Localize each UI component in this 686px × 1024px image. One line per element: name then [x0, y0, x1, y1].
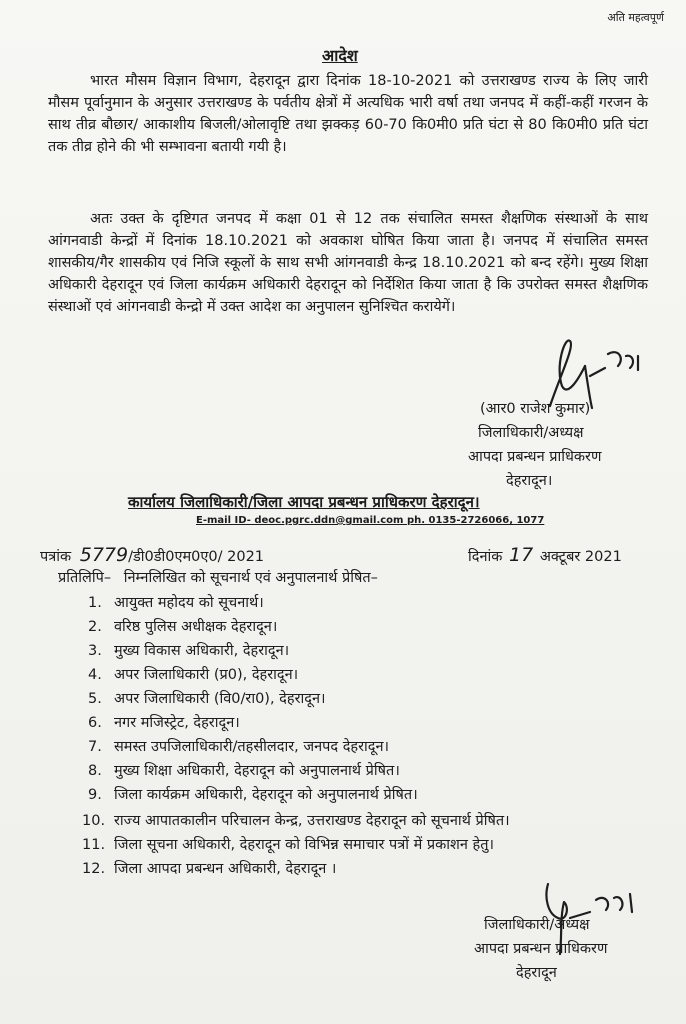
- copy-intro: [58, 567, 378, 587]
- date-label: दिनांक: [468, 549, 503, 565]
- copy-intro-label: प्रतिलिपि–: [58, 570, 112, 586]
- office-contact: E-mail ID- deoc.pgrc.ddn@gmail.com ph. 0135-2726066, 1077: [196, 515, 545, 526]
- copy-intro-text: निम्नलिखित को सूचनार्थ एवं अनुपालनार्थ प्रेषित–: [123, 570, 378, 586]
- signatory-2-place: देहरादून: [516, 965, 557, 981]
- list-item: 10. राज्य आपातकालीन परिचालन केन्द्र, उत्तराखण्ड देहरादून को सूचनार्थ प्रेषित।: [82, 813, 510, 829]
- list-item: 5. अपर जिलाधिकारी (वि0/रा0), देहरादून।: [88, 691, 326, 707]
- list-item: 7. समस्त उपजिलाधिकारी/तहसीलदार, जनपद देहरादून।: [88, 739, 390, 755]
- list-item: 8. मुख्य शिक्षा अधिकारी, देहरादून को अनुपालनार्थ प्रेषित।: [88, 763, 400, 779]
- list-item: 1. आयुक्त महोदय को सूचनार्थ।: [88, 595, 264, 611]
- priority-marking: अति महत्वपूर्ण: [607, 11, 664, 24]
- signatory-2-designation: जिलाधिकारी/अध्यक्ष: [484, 917, 590, 933]
- list-item: 6. नगर मजिस्ट्रेट, देहरादून।: [88, 715, 240, 731]
- list-item: 3. मुख्य विकास अधिकारी, देहरादून।: [88, 643, 290, 659]
- signatory-1-place: देहरादून।: [506, 473, 553, 489]
- office-heading: कार्यालय जिलाधिकारी/जिला आपदा प्रबन्धन प्राधिकरण देहरादून।: [128, 493, 480, 511]
- order-paragraph-2: अतः उक्त के दृष्टिगत जनपद में कक्षा 01 से 12 तक संचालित समस्त शैक्षणिक संस्थाओं के साथ आंगनवाडी केन्द्रों में दिनांक 18.10.2021 को अवकाश घोषित किया जाता है। जनपद में संचालित समस्त शासकीय/गैर शासकीय एवं निजि स्कूलों के साथ सभी आंगनवाडी केन्द्र 18.10.2021 को बन्द रहेंगे। मुख्य शिक्षा अधिकारी देहरादून एवं जिला कार्यक्रम अधिकारी देहरादून को निर्देशित किया जाता है कि उपरोक्त समस्त शैक्षणिक संस्थाओं एवं आंगनवाडी केन्द्रो में उक्त आदेश का अनुपालन सुनिश्चित करायेगें।: [48, 211, 648, 315]
- date-month-year: अक्टूबर 2021: [539, 549, 622, 565]
- reference-line: [40, 544, 264, 566]
- reference-label: पत्रांक: [40, 549, 72, 565]
- page-title: आदेश: [322, 46, 358, 65]
- list-item: 4. अपर जिलाधिकारी (प्र0), देहरादून।: [88, 667, 299, 683]
- list-item: 2. वरिष्ठ पुलिस अधीक्षक देहरादून।: [88, 619, 278, 635]
- signatory-2-authority: आपदा प्रबन्धन प्राधिकरण: [474, 941, 608, 957]
- date-day: 17: [509, 544, 534, 566]
- list-item: 9. जिला कार्यक्रम अधिकारी, देहरादून को अनुपालनार्थ प्रेषित।: [88, 787, 418, 803]
- list-item: 12. जिला आपदा प्रबन्धन अधिकारी, देहरादून ।: [82, 861, 337, 877]
- signatory-1-name: (आर0 राजेश कुमार): [480, 401, 591, 417]
- reference-suffix: /डी0डी0एम0ए0/ 2021: [128, 549, 265, 565]
- signatory-1-designation: जिलाधिकारी/अध्यक्ष: [478, 425, 584, 441]
- signatory-1-authority: आपदा प्रबन्धन प्राधिकरण: [468, 449, 602, 465]
- order-paragraph-1: भारत मौसम विज्ञान विभाग, देहरादून द्वारा दिनांक 18-10-2021 को उत्तराखण्ड राज्य के लिए जारी मौसम पूर्वानुमान के अनुसार उत्तराखण्ड के पर्वतीय क्षेत्रों में अत्यधिक भारी वर्षा तथा जनपद में कहीं-कहीं गरजन के साथ तीव्र बौछार/ आकाशीय बिजली/ओलावृष्टि तथा झक्कड़ 60-70 कि0मी0 प्रति घंटा से 80 कि0मी0 प्रति घंटा तक तीव्र होने की भी सम्भावना बतायी गयी है।: [48, 73, 648, 155]
- reference-number: 5779: [79, 544, 129, 566]
- date-line: [468, 544, 622, 566]
- list-item: 11. जिला सूचना अधिकारी, देहरादून को विभिन्न समाचार पत्रों में प्रकाशन हेतु।: [82, 837, 494, 853]
